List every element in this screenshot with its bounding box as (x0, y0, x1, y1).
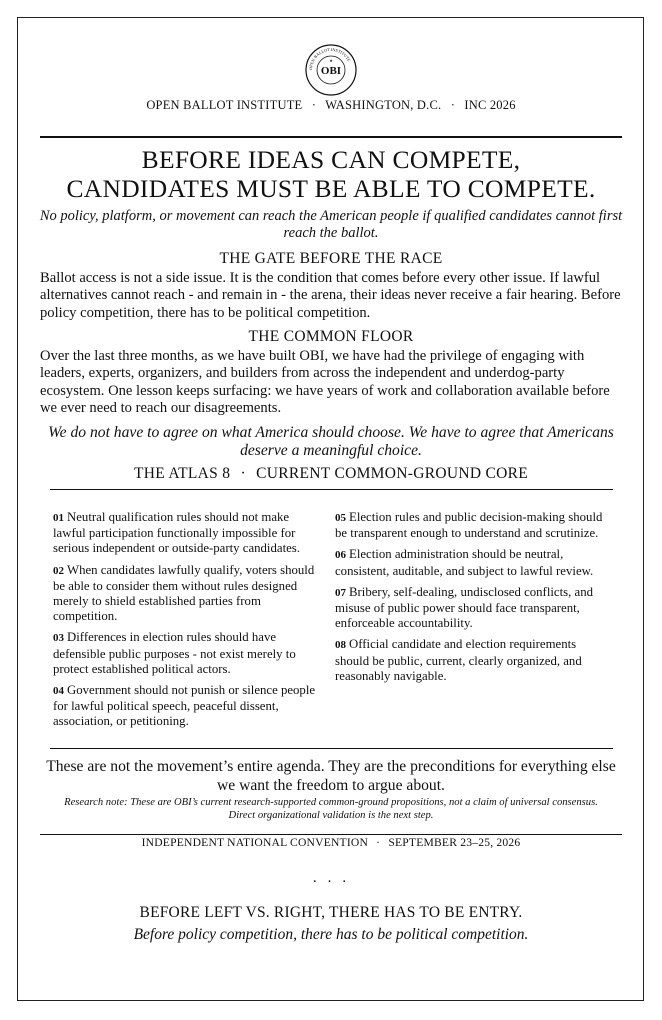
research-note: Research note: These are OBI’s current research-supported common-ground propositions, not a claim of universal consensus. Direct organizational validation is the next step. (64, 797, 598, 821)
atlas-item-number: 06 (335, 549, 346, 562)
atlas-item-number: 08 (335, 639, 346, 652)
atlas-item-number: 07 (335, 586, 346, 599)
svg-text:★: ★ (329, 58, 333, 63)
convention-rule (40, 834, 622, 835)
atlas-subtitle: CURRENT COMMON-GROUND CORE (256, 465, 529, 482)
atlas-top-rule (50, 489, 613, 490)
atlas-title: THE ATLAS 8 (133, 465, 231, 482)
atlas-item-number: 03 (53, 632, 64, 645)
ellipsis-divider: · · · (312, 874, 350, 890)
atlas-item (53, 683, 321, 730)
org-header-line (0, 98, 662, 113)
atlas-item-text: Official candidate and election requirements should be public, current, clearly organized, and reasonably navigable. (335, 637, 582, 683)
org-location: WASHINGTON, D.C. (325, 98, 442, 112)
svg-text:OPEN BALLOT INSTITUTE: OPEN BALLOT INSTITUTE (307, 46, 352, 71)
closing-statement: These are not the movement’s entire agenda. They are the preconditions for everything else we want the freedom to argue about. (46, 758, 616, 794)
section-body-gate: Ballot access is not a side issue. It is the condition that comes before every other issue. If lawful alternatives cannot reach - and remain in - the arena, their ideas never receive a fair hearing. Before policy competition, there has to be political competition. (40, 270, 621, 321)
convention-line (0, 836, 662, 849)
svg-text:OBI: OBI (320, 65, 342, 77)
separator-dot: · (311, 98, 317, 112)
atlas-item-number: 02 (53, 564, 64, 577)
headline-line-1: BEFORE IDEAS CAN COMPETE, (141, 145, 521, 174)
atlas-item-number: 05 (335, 512, 346, 524)
atlas-item-number: 01 (53, 512, 64, 524)
org-incorporation: INC 2026 (464, 98, 516, 112)
headline-subhead: No policy, platform, or movement can reach the American people if qualified candidates cannot first reach the ballot. (39, 208, 623, 241)
atlas-item (335, 585, 603, 632)
section-title-gate: THE GATE BEFORE THE RACE (219, 250, 443, 267)
header-rule (40, 136, 622, 138)
convention-name: INDEPENDENT NATIONAL CONVENTION (141, 836, 369, 849)
atlas-item-text: Differences in election rules should have defensible public purposes - not exist merely to protect established political actors. (53, 630, 296, 676)
separator-dot: · (450, 98, 456, 112)
atlas-item-text: Election rules and public decision-making should be transparent enough to understand and scrutinize. (335, 510, 603, 541)
atlas-bottom-rule (50, 748, 613, 749)
atlas-item (335, 547, 603, 578)
atlas-item-text: Neutral qualification rules should not make lawful participation functionally impossible for serious independent or outside-party candidates. (53, 510, 300, 556)
atlas-column-right (335, 510, 603, 690)
separator-dot: · (240, 465, 246, 482)
separator-dot: · (376, 836, 381, 849)
atlas-item (53, 563, 321, 625)
pull-quote: We do not have to agree on what America should choose. We have to agree that Americans deserve a meaningful choice. (48, 424, 614, 459)
headline-line-2: CANDIDATES MUST BE ABLE TO COMPETE. (66, 174, 596, 203)
atlas-item-text: Election administration should be neutral, consistent, auditable, and subject to lawful review. (335, 547, 594, 578)
page-headline (20, 145, 642, 203)
atlas-item (53, 630, 321, 677)
atlas-item-text: When candidates lawfully qualify, voters should be able to consider them without rules designed merely to shield established parties from competition. (53, 562, 315, 624)
atlas-item (335, 637, 603, 684)
atlas-item-text: Bribery, self-dealing, undisclosed conflicts, and misuse of public power should face transparent, enforceable accountability. (335, 584, 594, 631)
atlas-item (335, 510, 603, 541)
section-title-common-floor: THE COMMON FLOOR (248, 328, 414, 345)
section-body-common-floor: Over the last three months, as we have built OBI, we have had the privilege of engaging with leaders, experts, organizers, and builders from across the independent and underdog-party ecosystem. One lesson keeps surfacing: we have years of work and collaboration available before we ever need to reach our disagreements. (40, 348, 610, 417)
atlas-column-left (53, 510, 321, 736)
atlas-heading (0, 465, 662, 483)
atlas-item (53, 510, 321, 557)
closing-tagline: BEFORE LEFT VS. RIGHT, THERE HAS TO BE ENTRY. (139, 904, 523, 921)
closing-tagline-sub: Before policy competition, there has to be political competition. (133, 926, 529, 943)
atlas-item-text: Government should not punish or silence people for lawful political speech, peaceful dissent, association, or petitioning. (53, 683, 316, 729)
atlas-item-number: 04 (53, 685, 64, 698)
org-name: OPEN BALLOT INSTITUTE (146, 98, 303, 112)
convention-dates: SEPTEMBER 23–25, 2026 (388, 836, 521, 849)
obi-seal-logo (305, 44, 357, 96)
